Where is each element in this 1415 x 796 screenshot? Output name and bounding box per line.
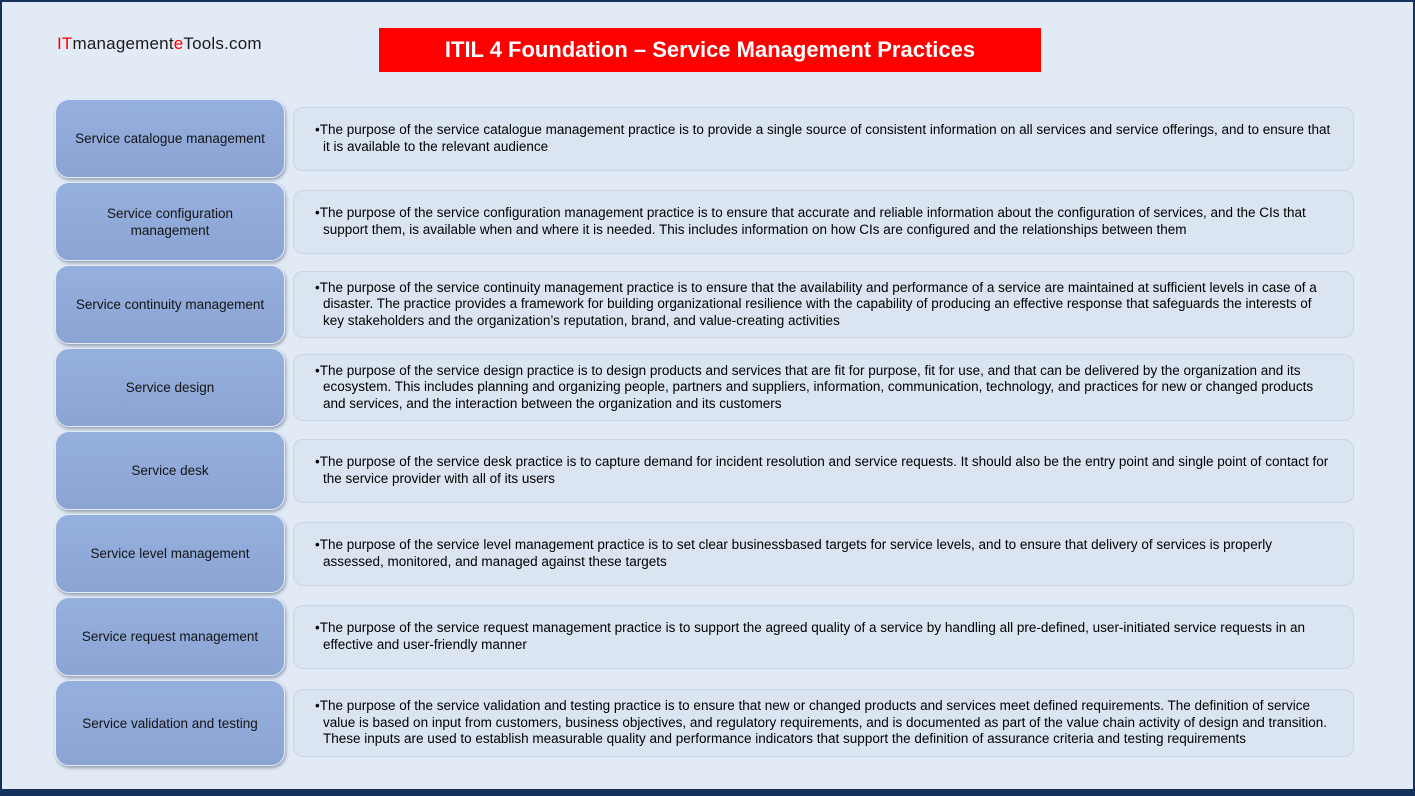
logo-segment: e bbox=[173, 34, 184, 53]
practice-description-box bbox=[293, 107, 1354, 171]
practice-description-box bbox=[293, 522, 1354, 586]
practice-label: Service desk bbox=[131, 463, 209, 478]
practice-description-box bbox=[293, 605, 1354, 669]
practice-name-box bbox=[55, 99, 285, 178]
practice-label: Service level management bbox=[90, 546, 250, 561]
practice-row bbox=[55, 597, 1354, 676]
practices-list bbox=[55, 99, 1354, 766]
practice-description-box bbox=[293, 271, 1354, 339]
practice-name-box bbox=[55, 348, 285, 427]
practice-label: Service design bbox=[125, 380, 215, 395]
practice-name-box bbox=[55, 514, 285, 593]
practice-row bbox=[55, 99, 1354, 178]
practice-description: •The purpose of the service desk practice is to capture demand for incident resolution and service requests. It should also be the entry point and single point of contact for the service provider with all of its users bbox=[315, 454, 1329, 486]
practice-description-box bbox=[293, 439, 1354, 503]
practice-name-box bbox=[55, 265, 285, 344]
site-logo bbox=[57, 34, 262, 54]
practice-label: Service configuration management bbox=[106, 205, 234, 238]
practice-label: Service continuity management bbox=[75, 297, 265, 312]
practice-row bbox=[55, 348, 1354, 427]
practice-row bbox=[55, 514, 1354, 593]
practice-name-box bbox=[55, 431, 285, 510]
logo-segment: Tools.com bbox=[183, 34, 262, 53]
title-banner bbox=[379, 28, 1041, 72]
practice-description-box bbox=[293, 689, 1354, 757]
practice-description: •The purpose of the service catalogue management practice is to provide a single source of consistent information on all services and service offerings, and to ensure that it is available to the relevant audience bbox=[315, 122, 1331, 154]
practice-description-box bbox=[293, 190, 1354, 254]
practice-description: •The purpose of the service design practice is to design products and services that are fit for purpose, fit for use, and that can be delivered by the organization and its ecosystem. This includes planning and organizing people, partners and suppliers, information, communication, technology, and practices for new or changed products and services, and the interaction between the organization and its customers bbox=[315, 362, 1314, 411]
practice-label: Service validation and testing bbox=[82, 715, 258, 731]
practice-name-box bbox=[55, 597, 285, 676]
practice-label: Service catalogue management bbox=[75, 131, 265, 146]
practice-row bbox=[55, 431, 1354, 510]
practice-row bbox=[55, 680, 1354, 766]
logo-segment: IT bbox=[57, 34, 73, 53]
practice-description: •The purpose of the service configuration management practice is to ensure that accurate and reliable information about the configuration of services, and the CIs that support them, is available when and where it is needed. This includes information on how CIs are configured and the relationships between them bbox=[315, 205, 1306, 237]
practice-description: •The purpose of the service validation and testing practice is to ensure that new or changed products and services meet defined requirements. The definition of service value is based on input from customers, business objectives, and regulatory requirements, and is documented as part of the value chain activity of design and transition. These inputs are used to establish measurable quality and performance indicators that support the definition of assurance criteria and testing requirements bbox=[315, 698, 1328, 747]
practice-row bbox=[55, 182, 1354, 261]
practice-description: •The purpose of the service continuity management practice is to ensure that the availability and performance of a service are maintained at sufficient levels in case of a disaster. The practice provides a framework for building organizational resilience with the capability of producing an effective response that safeguards the interests of key stakeholders and the organization’s reputation, brand, and value-creating activities bbox=[315, 279, 1317, 328]
practice-name-box bbox=[55, 182, 285, 261]
practice-description-box bbox=[293, 354, 1354, 422]
page-title: ITIL 4 Foundation – Service Management Practices bbox=[444, 37, 976, 62]
practice-description: •The purpose of the service level management practice is to set clear businessbased targets for service levels, and to ensure that delivery of services is properly assessed, monitored, and managed against these targets bbox=[315, 537, 1272, 569]
practice-row bbox=[55, 265, 1354, 344]
practice-description: •The purpose of the service request management practice is to support the agreed quality of a service by handling all pre-defined, user-initiated service requests in an effective and user-friendly manner bbox=[315, 620, 1306, 652]
practice-label: Service request management bbox=[81, 629, 259, 644]
practice-name-box bbox=[55, 680, 285, 766]
logo-segment: management bbox=[72, 34, 174, 53]
